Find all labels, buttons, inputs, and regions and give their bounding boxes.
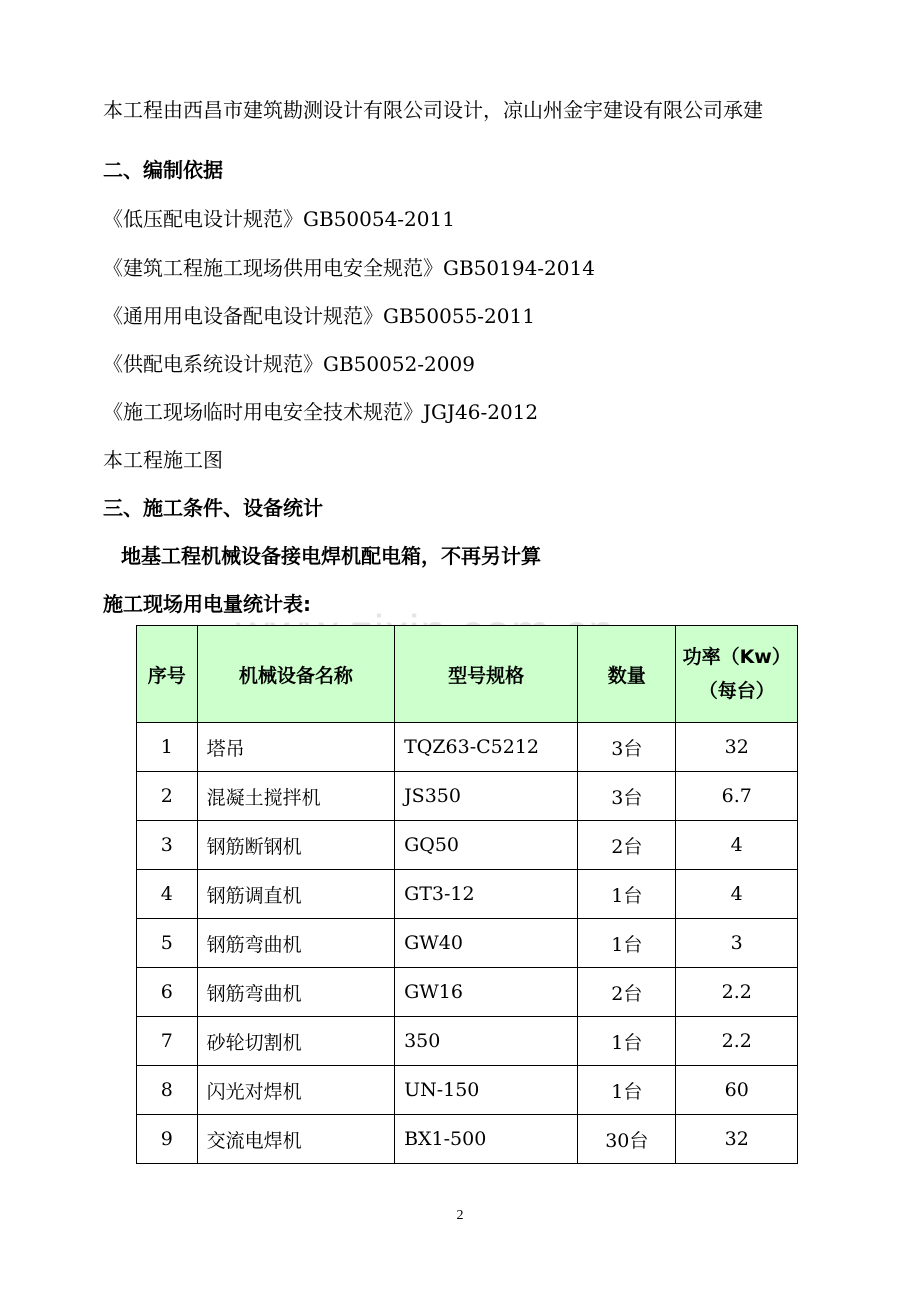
table-header-row — [137, 626, 798, 723]
section-heading-basis: 二、编制依据 — [103, 158, 223, 182]
standard-item: 《低压配电设计规范》GB50054-2011 — [103, 207, 455, 231]
table-title: 施工现场用电量统计表: — [103, 592, 311, 616]
cell-model: GW40 — [395, 919, 578, 968]
table-row — [137, 870, 798, 919]
cell-no: 7 — [137, 1017, 198, 1066]
cell-power: 6.7 — [676, 772, 798, 821]
cell-name: 混凝土搅拌机 — [197, 772, 394, 821]
cell-name: 钢筋断钢机 — [197, 821, 394, 870]
cell-name: 塔吊 — [197, 723, 394, 772]
note-line: 地基工程机械设备接电焊机配电箱，不再另计算 — [121, 544, 541, 568]
cell-model: JS350 — [395, 772, 578, 821]
header-power — [676, 626, 798, 723]
cell-name: 闪光对焊机 — [197, 1066, 394, 1115]
cell-no: 9 — [137, 1115, 198, 1164]
table-row — [137, 723, 798, 772]
cell-model: GT3-12 — [395, 870, 578, 919]
cell-name: 钢筋弯曲机 — [197, 968, 394, 1017]
table-row — [137, 1017, 798, 1066]
standard-item: 《供配电系统设计规范》GB50052-2009 — [103, 352, 475, 376]
cell-power: 4 — [676, 821, 798, 870]
power-usage-table — [136, 625, 798, 1164]
cell-no: 3 — [137, 821, 198, 870]
cell-name: 钢筋弯曲机 — [197, 919, 394, 968]
cell-power: 60 — [676, 1066, 798, 1115]
section-heading-conditions: 三、施工条件、设备统计 — [103, 496, 323, 520]
cell-model: GW16 — [395, 968, 578, 1017]
header-no: 序号 — [137, 626, 198, 723]
cell-model: TQZ63-C5212 — [395, 723, 578, 772]
cell-qty: 1台 — [578, 870, 676, 919]
cell-qty: 1台 — [578, 1017, 676, 1066]
cell-name: 交流电焊机 — [197, 1115, 394, 1164]
table-row — [137, 1066, 798, 1115]
standard-item: 《建筑工程施工现场供用电安全规范》GB50194-2014 — [103, 256, 595, 280]
cell-name: 钢筋调直机 — [197, 870, 394, 919]
table-row — [137, 968, 798, 1017]
table-row — [137, 821, 798, 870]
cell-no: 6 — [137, 968, 198, 1017]
cell-name: 砂轮切割机 — [197, 1017, 394, 1066]
cell-qty: 1台 — [578, 919, 676, 968]
standard-item: 《施工现场临时用电安全技术规范》JGJ46-2012 — [103, 400, 539, 424]
cell-qty: 2台 — [578, 821, 676, 870]
cell-power: 2.2 — [676, 968, 798, 1017]
cell-power: 3 — [676, 919, 798, 968]
cell-qty: 30台 — [578, 1115, 676, 1164]
table-row — [137, 772, 798, 821]
cell-power: 4 — [676, 870, 798, 919]
drawings-line: 本工程施工图 — [103, 448, 223, 472]
intro-paragraph: 本工程由西昌市建筑勘测设计有限公司设计，凉山州金宇建设有限公司承建 — [103, 98, 763, 122]
header-power-line1: 功率（Kw） — [682, 646, 791, 668]
cell-model: 350 — [395, 1017, 578, 1066]
cell-model: UN-150 — [395, 1066, 578, 1115]
table-row — [137, 919, 798, 968]
cell-model: BX1-500 — [395, 1115, 578, 1164]
standard-item: 《通用用电设备配电设计规范》GB50055-2011 — [103, 304, 535, 328]
cell-model: GQ50 — [395, 821, 578, 870]
header-name: 机械设备名称 — [197, 626, 394, 723]
cell-no: 2 — [137, 772, 198, 821]
cell-no: 4 — [137, 870, 198, 919]
table-row — [137, 1115, 798, 1164]
cell-no: 1 — [137, 723, 198, 772]
header-model: 型号规格 — [395, 626, 578, 723]
cell-power: 2.2 — [676, 1017, 798, 1066]
cell-qty: 3台 — [578, 723, 676, 772]
cell-power: 32 — [676, 1115, 798, 1164]
cell-qty: 2台 — [578, 968, 676, 1017]
cell-qty: 1台 — [578, 1066, 676, 1115]
cell-no: 8 — [137, 1066, 198, 1115]
cell-no: 5 — [137, 919, 198, 968]
cell-qty: 3台 — [578, 772, 676, 821]
page-number: 2 — [456, 1208, 464, 1223]
header-qty: 数量 — [578, 626, 676, 723]
header-power-line2: （每台） — [698, 680, 775, 702]
cell-power: 32 — [676, 723, 798, 772]
